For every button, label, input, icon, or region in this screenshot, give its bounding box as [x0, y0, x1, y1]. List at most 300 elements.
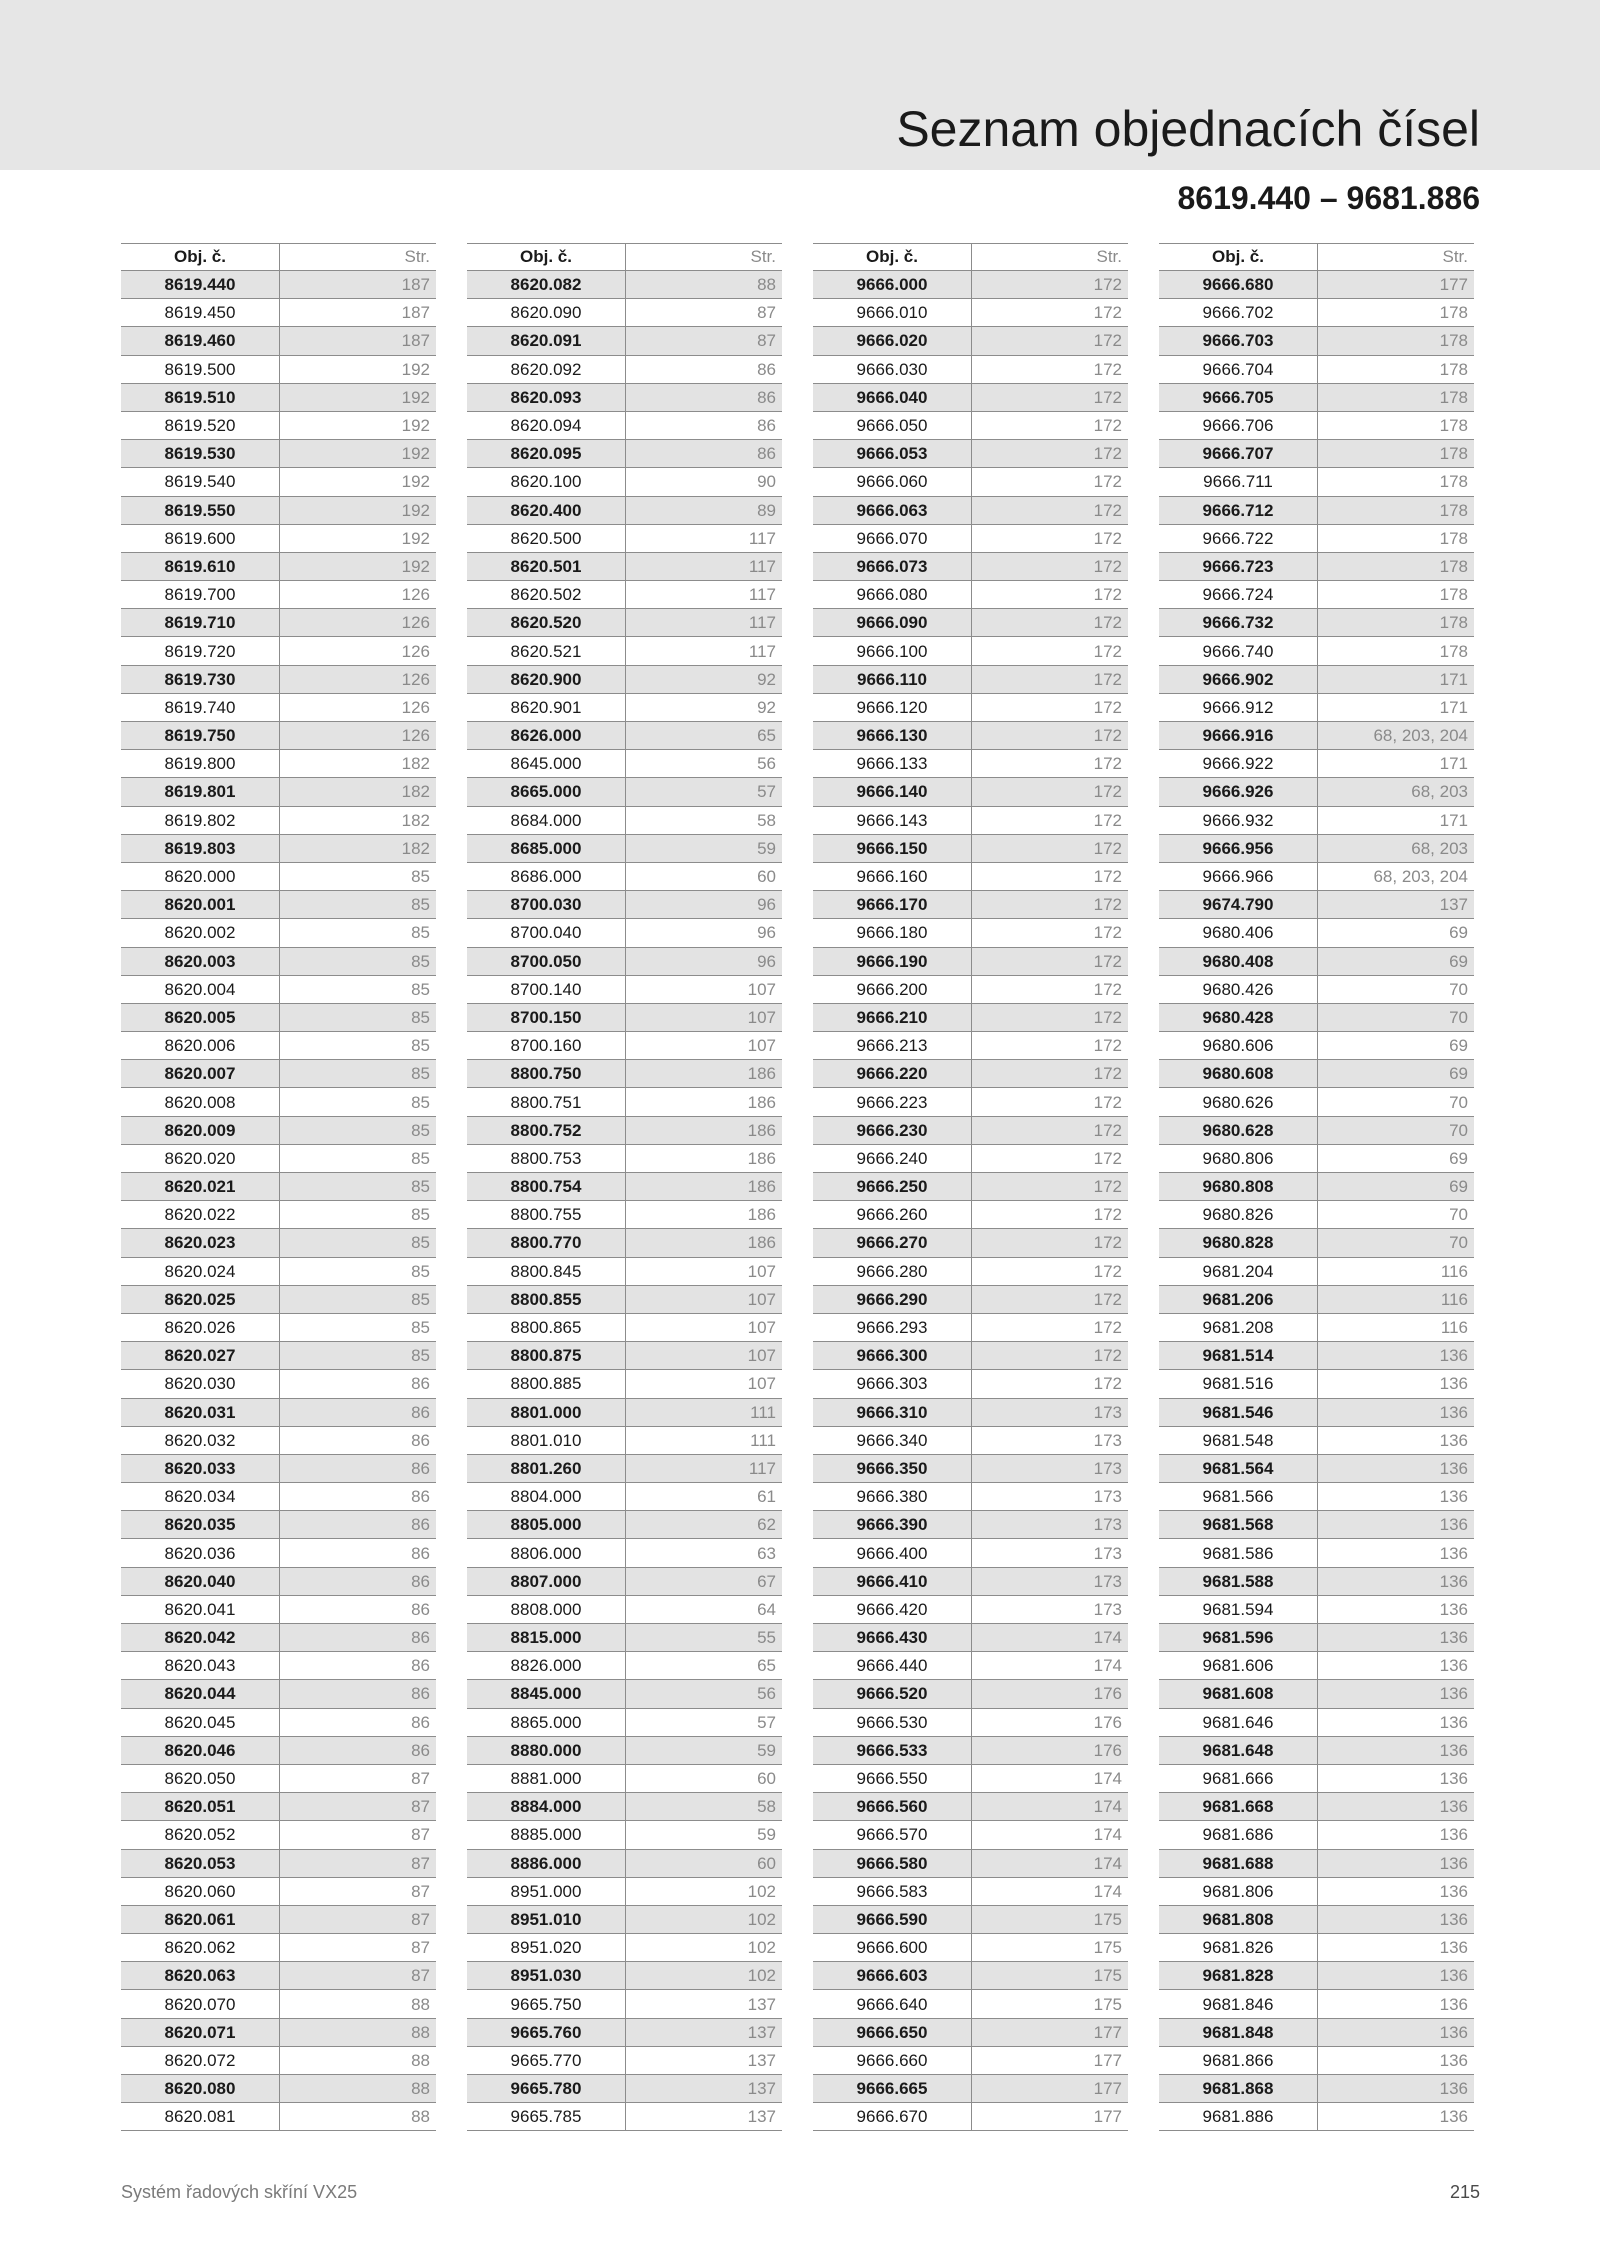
table-row — [813, 1708, 1128, 1736]
order-number: 8620.006 — [121, 1032, 280, 1060]
page-reference: 85 — [280, 1313, 437, 1341]
table-row — [1159, 1285, 1474, 1313]
page-reference: 187 — [280, 271, 437, 299]
table-row — [813, 1229, 1128, 1257]
table-row — [467, 271, 782, 299]
page-reference: 111 — [626, 1426, 783, 1454]
page-reference: 96 — [626, 891, 783, 919]
order-number: 9666.705 — [1159, 383, 1318, 411]
order-number: 8620.040 — [121, 1567, 280, 1595]
order-number: 8620.021 — [121, 1173, 280, 1201]
table-row — [467, 440, 782, 468]
page-reference: 172 — [972, 1032, 1129, 1060]
order-number: 8686.000 — [467, 862, 626, 890]
table-row — [813, 1313, 1128, 1341]
page-reference: 171 — [1318, 665, 1475, 693]
order-number: 8881.000 — [467, 1764, 626, 1792]
page-reference: 137 — [1318, 891, 1475, 919]
page-reference: 86 — [626, 440, 783, 468]
page-reference: 65 — [626, 1652, 783, 1680]
page-reference: 173 — [972, 1483, 1129, 1511]
order-number: 9666.550 — [813, 1764, 972, 1792]
page-reference: 107 — [626, 1313, 783, 1341]
table-row — [121, 1539, 436, 1567]
footer-title: Systém řadových skříní VX25 — [121, 2182, 358, 2202]
order-number: 9666.380 — [813, 1483, 972, 1511]
page-reference: 136 — [1318, 1680, 1475, 1708]
order-number: 9666.350 — [813, 1454, 972, 1482]
table-row — [121, 1624, 436, 1652]
page-reference: 86 — [626, 411, 783, 439]
table-row — [121, 1060, 436, 1088]
table-row — [1159, 1764, 1474, 1792]
table-row — [121, 891, 436, 919]
page-reference: 64 — [626, 1595, 783, 1623]
table-row — [467, 1652, 782, 1680]
page-reference: 178 — [1318, 609, 1475, 637]
order-number: 8619.550 — [121, 496, 280, 524]
order-number: 9665.780 — [467, 2075, 626, 2103]
table-row — [1159, 778, 1474, 806]
page-reference: 186 — [626, 1060, 783, 1088]
table-row — [467, 665, 782, 693]
table-row — [467, 1934, 782, 1962]
order-number: 9681.564 — [1159, 1454, 1318, 1482]
table-row — [1159, 1736, 1474, 1764]
order-number: 8865.000 — [467, 1708, 626, 1736]
order-number: 9666.210 — [813, 1003, 972, 1031]
table-row — [121, 1257, 436, 1285]
table-row — [467, 1567, 782, 1595]
page-reference: 63 — [626, 1539, 783, 1567]
page-reference: 178 — [1318, 468, 1475, 496]
table-row — [467, 1539, 782, 1567]
page-reference: 102 — [626, 1934, 783, 1962]
order-number: 8806.000 — [467, 1539, 626, 1567]
page-reference: 172 — [972, 1370, 1129, 1398]
table-row — [467, 2103, 782, 2131]
table-row — [813, 440, 1128, 468]
table-row — [1159, 1567, 1474, 1595]
table-row — [813, 1595, 1128, 1623]
table-row — [467, 722, 782, 750]
page-reference: 70 — [1318, 1201, 1475, 1229]
table-row — [121, 299, 436, 327]
table-row — [1159, 665, 1474, 693]
order-number: 8620.094 — [467, 411, 626, 439]
order-number: 9666.310 — [813, 1398, 972, 1426]
page-reference: 136 — [1318, 2103, 1475, 2131]
page-reference: 172 — [972, 1088, 1129, 1116]
page-reference: 172 — [972, 947, 1129, 975]
order-number: 8884.000 — [467, 1793, 626, 1821]
order-number: 8665.000 — [467, 778, 626, 806]
table-row — [467, 1483, 782, 1511]
page-reference: 89 — [626, 496, 783, 524]
page-reference: 69 — [1318, 919, 1475, 947]
order-number: 9666.063 — [813, 496, 972, 524]
page-reference: 102 — [626, 1962, 783, 1990]
page-reference: 177 — [1318, 271, 1475, 299]
order-number: 8951.020 — [467, 1934, 626, 1962]
page-reference: 172 — [972, 524, 1129, 552]
table-row — [467, 355, 782, 383]
order-number: 8620.030 — [121, 1370, 280, 1398]
table-row — [121, 1595, 436, 1623]
order-number: 9666.000 — [813, 271, 972, 299]
order-number: 9680.426 — [1159, 975, 1318, 1003]
page-reference: 126 — [280, 693, 437, 721]
order-number: 9681.806 — [1159, 1877, 1318, 1905]
page-reference: 117 — [626, 524, 783, 552]
table-row — [121, 609, 436, 637]
order-number: 8620.005 — [121, 1003, 280, 1031]
page-reference: 107 — [626, 1370, 783, 1398]
order-number: 9666.680 — [1159, 271, 1318, 299]
page-reference: 178 — [1318, 440, 1475, 468]
page-reference: 178 — [1318, 327, 1475, 355]
table-row — [467, 1764, 782, 1792]
table-row — [813, 862, 1128, 890]
page-reference: 116 — [1318, 1313, 1475, 1341]
table-row — [1159, 1116, 1474, 1144]
order-number: 8800.875 — [467, 1342, 626, 1370]
order-number: 8619.610 — [121, 552, 280, 580]
page-reference: 182 — [280, 778, 437, 806]
table-row — [467, 1962, 782, 1990]
table-row — [467, 1370, 782, 1398]
page-reference: 87 — [626, 299, 783, 327]
table-row — [813, 271, 1128, 299]
order-number: 8620.072 — [121, 2046, 280, 2074]
page-reference: 69 — [1318, 947, 1475, 975]
table-row — [467, 1736, 782, 1764]
table-row — [121, 2075, 436, 2103]
page-reference: 192 — [280, 383, 437, 411]
order-number: 9666.702 — [1159, 299, 1318, 327]
order-table-3 — [813, 243, 1128, 2131]
table-row — [1159, 1680, 1474, 1708]
order-number: 8620.036 — [121, 1539, 280, 1567]
table-row — [813, 1764, 1128, 1792]
table-row — [467, 327, 782, 355]
table-row — [813, 750, 1128, 778]
table-row — [121, 1736, 436, 1764]
page-reference: 136 — [1318, 1905, 1475, 1933]
table-row — [121, 1680, 436, 1708]
order-number: 9666.220 — [813, 1060, 972, 1088]
table-row — [467, 1454, 782, 1482]
page-reference: 62 — [626, 1511, 783, 1539]
order-number: 8800.755 — [467, 1201, 626, 1229]
table-row — [467, 778, 782, 806]
order-number: 9681.866 — [1159, 2046, 1318, 2074]
order-number: 8620.031 — [121, 1398, 280, 1426]
page-reference: 126 — [280, 722, 437, 750]
order-number: 9666.706 — [1159, 411, 1318, 439]
order-number: 8620.004 — [121, 975, 280, 1003]
order-number: 9681.648 — [1159, 1736, 1318, 1764]
table-row — [121, 1990, 436, 2018]
page-reference: 177 — [972, 2046, 1129, 2074]
order-number: 9681.668 — [1159, 1793, 1318, 1821]
table-row — [813, 1201, 1128, 1229]
page-reference: 69 — [1318, 1144, 1475, 1172]
page-reference: 136 — [1318, 1426, 1475, 1454]
table-row — [813, 1398, 1128, 1426]
page-reference: 136 — [1318, 1934, 1475, 1962]
table-row — [467, 919, 782, 947]
order-number: 9666.070 — [813, 524, 972, 552]
order-number: 8804.000 — [467, 1483, 626, 1511]
table-row — [467, 496, 782, 524]
page-reference: 186 — [626, 1201, 783, 1229]
table-row — [467, 1313, 782, 1341]
page-reference: 186 — [626, 1173, 783, 1201]
page-reference: 85 — [280, 1088, 437, 1116]
page-reference: 137 — [626, 1990, 783, 2018]
table-row — [813, 1060, 1128, 1088]
order-number: 9666.053 — [813, 440, 972, 468]
order-number: 8619.500 — [121, 355, 280, 383]
page-reference: 172 — [972, 665, 1129, 693]
order-number: 9666.300 — [813, 1342, 972, 1370]
page-reference: 172 — [972, 806, 1129, 834]
table-row — [813, 383, 1128, 411]
order-number: 8620.035 — [121, 1511, 280, 1539]
table-row — [467, 1905, 782, 1933]
page-reference: 136 — [1318, 2046, 1475, 2074]
page-reference: 172 — [972, 834, 1129, 862]
order-number: 9681.868 — [1159, 2075, 1318, 2103]
order-number: 9666.570 — [813, 1821, 972, 1849]
order-number: 9681.608 — [1159, 1680, 1318, 1708]
column-header-number: Obj. č. — [467, 244, 626, 271]
table-row — [467, 1680, 782, 1708]
page-reference: 56 — [626, 1680, 783, 1708]
order-number: 9666.932 — [1159, 806, 1318, 834]
order-number: 9666.270 — [813, 1229, 972, 1257]
page-reference: 85 — [280, 1173, 437, 1201]
page-reference: 172 — [972, 383, 1129, 411]
page-reference: 178 — [1318, 552, 1475, 580]
page-reference: 173 — [972, 1595, 1129, 1623]
order-number: 9666.200 — [813, 975, 972, 1003]
order-number: 8620.521 — [467, 637, 626, 665]
page-reference: 69 — [1318, 1060, 1475, 1088]
table-row — [1159, 1454, 1474, 1482]
order-number: 9666.340 — [813, 1426, 972, 1454]
table-row — [121, 806, 436, 834]
table-row — [813, 778, 1128, 806]
table-row — [1159, 1201, 1474, 1229]
table-row — [813, 2103, 1128, 2131]
page-reference: 178 — [1318, 411, 1475, 439]
order-number: 9666.704 — [1159, 355, 1318, 383]
table-row — [121, 975, 436, 1003]
order-number: 8800.751 — [467, 1088, 626, 1116]
order-number: 9681.828 — [1159, 1962, 1318, 1990]
table-row — [467, 750, 782, 778]
order-number: 8620.033 — [121, 1454, 280, 1482]
order-number: 9666.050 — [813, 411, 972, 439]
page-reference: 186 — [626, 1144, 783, 1172]
order-number: 9666.250 — [813, 1173, 972, 1201]
page-reference: 60 — [626, 1849, 783, 1877]
order-number: 8800.885 — [467, 1370, 626, 1398]
table-row — [813, 834, 1128, 862]
table-row — [1159, 1003, 1474, 1031]
table-row — [467, 1229, 782, 1257]
page-reference: 192 — [280, 411, 437, 439]
page-reference: 173 — [972, 1454, 1129, 1482]
page-reference: 136 — [1318, 2075, 1475, 2103]
order-number: 9666.400 — [813, 1539, 972, 1567]
order-number: 9681.204 — [1159, 1257, 1318, 1285]
page-title: Seznam objednacích čísel — [896, 101, 1480, 157]
table-row — [813, 552, 1128, 580]
page-reference: 172 — [972, 1060, 1129, 1088]
order-number: 9680.826 — [1159, 1201, 1318, 1229]
table-row — [813, 1511, 1128, 1539]
page-reference: 116 — [1318, 1285, 1475, 1313]
page-reference: 177 — [972, 2018, 1129, 2046]
page-reference: 177 — [972, 2075, 1129, 2103]
table-row — [813, 355, 1128, 383]
order-number: 9666.723 — [1159, 552, 1318, 580]
table-row — [1159, 2103, 1474, 2131]
order-number: 9666.665 — [813, 2075, 972, 2103]
page-reference: 85 — [280, 1229, 437, 1257]
table-row — [121, 2103, 436, 2131]
page-reference: 136 — [1318, 1736, 1475, 1764]
table-row — [813, 1454, 1128, 1482]
page-reference: 175 — [972, 1962, 1129, 1990]
order-number: 8620.045 — [121, 1708, 280, 1736]
page-reference: 172 — [972, 411, 1129, 439]
page-reference: 87 — [280, 1793, 437, 1821]
page-reference: 137 — [626, 2075, 783, 2103]
table-row — [121, 1229, 436, 1257]
table-row — [1159, 1088, 1474, 1116]
order-number: 9666.060 — [813, 468, 972, 496]
order-number: 8620.053 — [121, 1849, 280, 1877]
table-row — [121, 947, 436, 975]
order-number: 9666.020 — [813, 327, 972, 355]
page-reference: 136 — [1318, 1454, 1475, 1482]
order-number: 8619.530 — [121, 440, 280, 468]
page-reference: 126 — [280, 609, 437, 637]
order-number: 8619.540 — [121, 468, 280, 496]
order-number: 9666.223 — [813, 1088, 972, 1116]
table-row — [121, 1962, 436, 1990]
page-reference: 172 — [972, 975, 1129, 1003]
page-number: 215 — [1449, 2182, 1480, 2202]
table-row — [1159, 1652, 1474, 1680]
page-reference: 86 — [280, 1398, 437, 1426]
order-number: 8620.400 — [467, 496, 626, 524]
page-reference: 136 — [1318, 1652, 1475, 1680]
order-number: 8619.730 — [121, 665, 280, 693]
table-row — [121, 1370, 436, 1398]
order-number: 8619.510 — [121, 383, 280, 411]
table-header-row — [1159, 244, 1474, 271]
table-row — [813, 2018, 1128, 2046]
order-number: 9666.740 — [1159, 637, 1318, 665]
table-row — [467, 1285, 782, 1313]
order-number: 8619.803 — [121, 834, 280, 862]
page-reference: 126 — [280, 581, 437, 609]
table-row — [813, 1173, 1128, 1201]
order-number: 9665.760 — [467, 2018, 626, 2046]
page-reference: 173 — [972, 1426, 1129, 1454]
table-row — [813, 1539, 1128, 1567]
table-row — [1159, 1990, 1474, 2018]
page-reference: 85 — [280, 1342, 437, 1370]
order-number: 9666.703 — [1159, 327, 1318, 355]
table-row — [813, 1962, 1128, 1990]
page-reference: 172 — [972, 1285, 1129, 1313]
page-reference: 174 — [972, 1849, 1129, 1877]
order-number: 8619.460 — [121, 327, 280, 355]
table-row — [121, 1032, 436, 1060]
table-row — [121, 1116, 436, 1144]
page-reference: 117 — [626, 609, 783, 637]
column-header-page: Str. — [972, 244, 1129, 271]
order-number: 8620.020 — [121, 1144, 280, 1172]
order-number: 8620.093 — [467, 383, 626, 411]
page-reference: 57 — [626, 1708, 783, 1736]
order-number: 9681.516 — [1159, 1370, 1318, 1398]
table-row — [1159, 1962, 1474, 1990]
page-reference: 174 — [972, 1652, 1129, 1680]
table-row — [121, 524, 436, 552]
order-number: 9681.548 — [1159, 1426, 1318, 1454]
table-row — [121, 1567, 436, 1595]
order-number: 8700.150 — [467, 1003, 626, 1031]
table-row — [467, 1624, 782, 1652]
order-number: 9666.130 — [813, 722, 972, 750]
page-reference: 86 — [280, 1483, 437, 1511]
page-reference: 172 — [972, 891, 1129, 919]
order-number: 8880.000 — [467, 1736, 626, 1764]
order-number: 8800.865 — [467, 1313, 626, 1341]
table-row — [467, 1116, 782, 1144]
page-reference: 85 — [280, 891, 437, 919]
order-number: 9666.213 — [813, 1032, 972, 1060]
order-number: 8800.855 — [467, 1285, 626, 1313]
order-number: 9666.724 — [1159, 581, 1318, 609]
page-reference: 59 — [626, 834, 783, 862]
page-reference: 117 — [626, 1454, 783, 1482]
order-number: 9666.430 — [813, 1624, 972, 1652]
order-number: 9666.110 — [813, 665, 972, 693]
order-number: 9666.170 — [813, 891, 972, 919]
table-row — [121, 750, 436, 778]
order-number: 9666.440 — [813, 1652, 972, 1680]
page-reference: 70 — [1318, 975, 1475, 1003]
table-row — [467, 806, 782, 834]
table-row — [467, 383, 782, 411]
order-number: 8800.845 — [467, 1257, 626, 1285]
table-row — [813, 693, 1128, 721]
table-row — [813, 468, 1128, 496]
table-row — [1159, 1539, 1474, 1567]
table-row — [1159, 919, 1474, 947]
table-header-row — [813, 244, 1128, 271]
page-reference: 172 — [972, 862, 1129, 890]
page-reference: 136 — [1318, 1398, 1475, 1426]
